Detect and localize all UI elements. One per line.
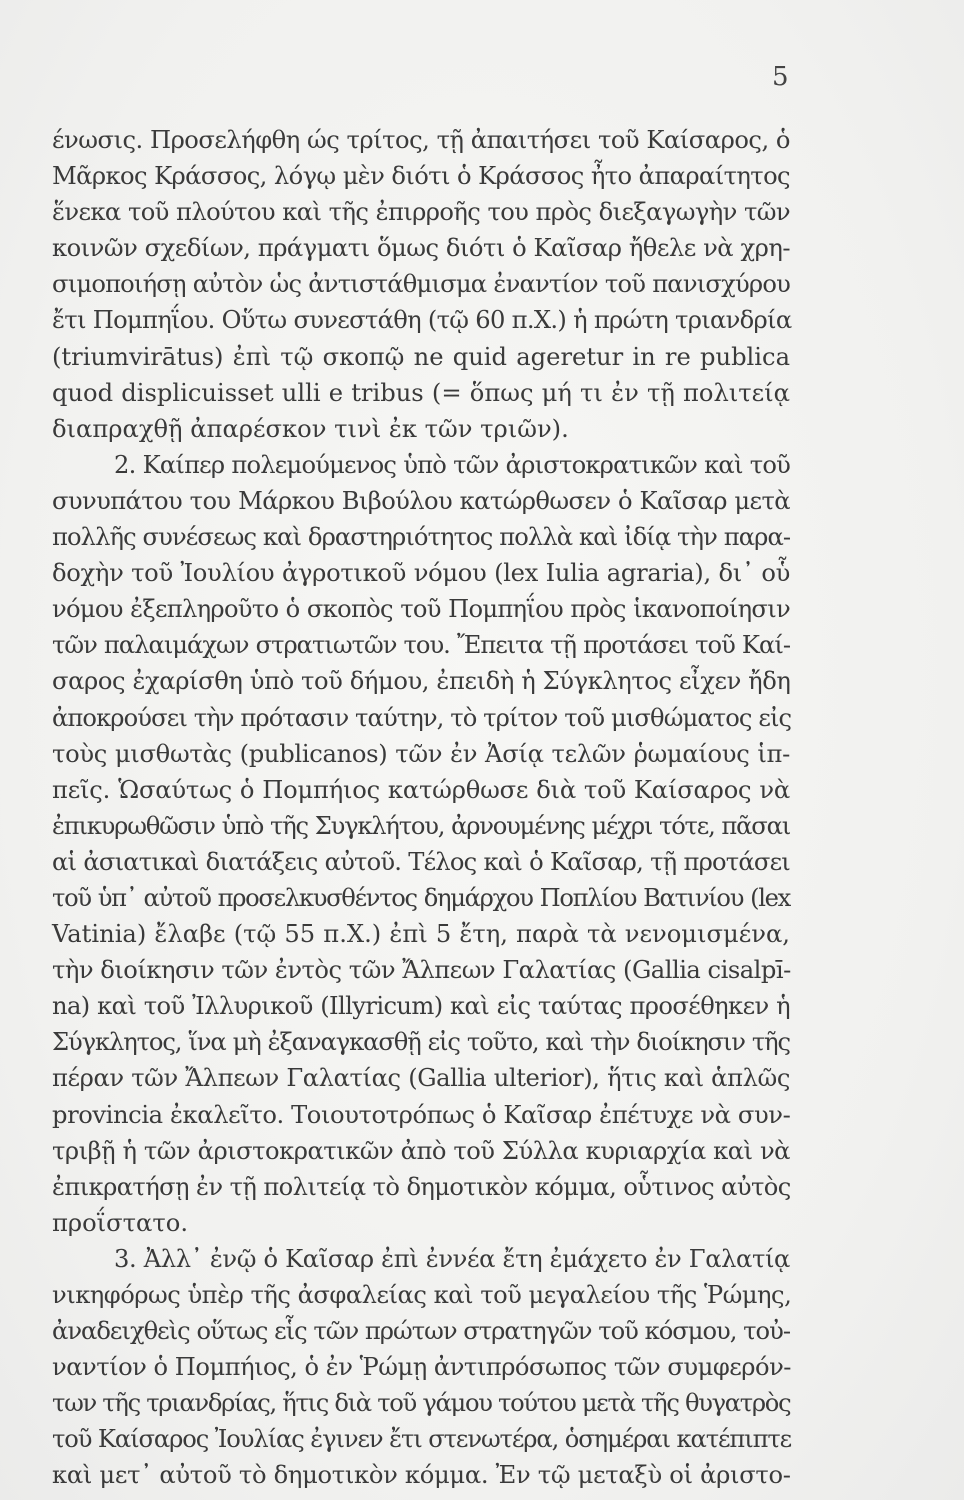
text-line: κοινῶν σχεδίων, πράγματι ὅμως διότι ὁ Καῖσαρ ἤθελε νὰ χρη- bbox=[52, 234, 790, 263]
text-line: (triumvirātus) ἐπὶ τῷ σκοπῷ ne quid ageretur in re publica bbox=[52, 342, 790, 371]
text-line: καὶ μετ᾿ αὐτοῦ τὸ δημοτικὸν κόμμα. Ἐν τῷ μεταξὺ οἱ ἀριστο- bbox=[52, 1461, 791, 1490]
text-line: ναντίον ὁ Πομπήιος, ὁ ἐν Ῥώμῃ ἀντιπρόσωπος τῶν συμφερόν- bbox=[52, 1353, 791, 1382]
text-line: 3. Ἀλλ᾿ ἐνῷ ὁ Καῖσαρ ἐπὶ ἐννέα ἔτη ἐμάχετο ἐν Γαλατίᾳ bbox=[114, 1244, 790, 1273]
text-line: τριβῇ ἡ τῶν ἀριστοκρατικῶν ἀπὸ τοῦ Σύλλα κυριαρχία καὶ νὰ bbox=[52, 1136, 790, 1165]
text-line: ἀποκρούσει τὴν πρότασιν ταύτην, τὸ τρίτον τοῦ μισθώματος εἰς bbox=[52, 703, 792, 732]
text-line: Σύγκλητος, ἵνα μὴ ἐξαναγκασθῇ εἰς τοῦτο, καὶ τὴν διοίκησιν τῆς bbox=[52, 1028, 790, 1057]
page-number: 5 bbox=[772, 62, 789, 92]
text-line: τοῦ Καίσαρος Ἰουλίας ἐγινεν ἔτι στενωτέρα, ὁσημέραι κατέπιπτε bbox=[52, 1425, 792, 1454]
text-line: na) καὶ τοῦ Ἰλλυρικοῦ (Illyricum) καὶ εἰς ταύτας προσέθηκεν ἡ bbox=[52, 992, 790, 1021]
text-line: τοὺς μισθωτὰς (publicanos) τῶν ἐν Ἀσίᾳ τελῶν ῥωμαίους ἱπ- bbox=[52, 739, 790, 768]
text-line: ἐπικρατήσῃ ἐν τῇ πολιτείᾳ τὸ δημοτικὸν κόμμα, οὗτινος αὐτὸς bbox=[52, 1172, 791, 1201]
text-line: ἕνεκα τοῦ πλούτου καὶ τῆς ἐπιρροῆς του πρὸς διεξαγωγὴν τῶν bbox=[52, 198, 790, 227]
text-line: ἔτι Πομπηΐου. Οὕτω συνεστάθη (τῷ 60 π.Χ.) ἡ πρώτη τριανδρία bbox=[52, 306, 792, 335]
text-line: provincia ἐκαλεῖτο. Τοιουτοτρόπως ὁ Καῖσαρ ἐπέτυχε νὰ συν- bbox=[52, 1100, 791, 1129]
text-line: τοῦ ὑπ᾿ αὐτοῦ προσελκυσθέντος δημάρχου Ποπλίου Βατινίου (lex bbox=[52, 883, 790, 912]
body-text bbox=[52, 122, 790, 1494]
text-line: τὴν διοίκησιν τῶν ἐντὸς τῶν Ἄλπεων Γαλατίας (Gallia cisalpī- bbox=[52, 956, 791, 985]
text-line: νόμου ἐξεπληροῦτο ὁ σκοπὸς τοῦ Πομπηΐου πρὸς ἱκανοποίησιν bbox=[52, 595, 790, 624]
text-line: των τῆς τριανδρίας, ἥτις διὰ τοῦ γάμου τούτου μετὰ τῆς θυγατρὸς bbox=[52, 1389, 791, 1418]
text-line: αἱ ἀσιατικαὶ διατάξεις αὐτοῦ. Τέλος καὶ ὁ Καῖσαρ, τῇ προτάσει bbox=[52, 847, 790, 876]
text-line: δοχὴν τοῦ Ἰουλίου ἀγροτικοῦ νόμου (lex Iulia agraria), δι᾿ οὗ bbox=[52, 559, 790, 588]
text-line: πολλῆς συνέσεως καὶ δραστηριότητος πολλὰ καὶ ἰδίᾳ τὴν παρα- bbox=[52, 523, 791, 552]
text-line: Vatinia) ἔλαβε (τῷ 55 π.Χ.) ἐπὶ 5 ἔτη, παρὰ τὰ νενομισμένα, bbox=[52, 920, 790, 949]
text-line: quod displicuisset ulli e tribus (= ὅπως μή τι ἐν τῇ πολιτείᾳ bbox=[52, 378, 790, 407]
text-line: ἐπικυρωθῶσιν ὑπὸ τῆς Συγκλήτου, ἀρνουμένης μέχρι τότε, πᾶσαι bbox=[52, 811, 790, 840]
text-line: πεῖς. Ὡσαύτως ὁ Πομπήιος κατώρθωσε διὰ τοῦ Καίσαρος νὰ bbox=[52, 775, 790, 804]
text-line: ένωσις. Προσελήφθη ώς τρίτος, τῇ ἀπαιτήσει τοῦ Καίσαρος, ὁ bbox=[52, 126, 790, 154]
text-line: συνυπάτου του Μάρκου Βιβούλου κατώρθωσεν ὁ Καῖσαρ μετὰ bbox=[52, 486, 790, 515]
text-line: διαπραχθῇ ἀπαρέσκον τινὶ ἐκ τῶν τριῶν). bbox=[52, 414, 569, 443]
text-line: ἀναδειχθεὶς οὕτως εἷς τῶν πρώτων στρατηγῶν τοῦ κόσμου, τοὐ- bbox=[52, 1317, 790, 1346]
text-line: νικηφόρως ὑπὲρ τῆς ἀσφαλείας καὶ τοῦ μεγαλείου τῆς Ῥώμης, bbox=[52, 1281, 792, 1309]
text-line: 2. Καίπερ πολεμούμενος ὑπὸ τῶν ἀριστοκρατικῶν καὶ τοῦ bbox=[114, 450, 790, 479]
text-line: τῶν παλαιμάχων στρατιωτῶν του. Ἔπειτα τῇ προτάσει τοῦ Καί- bbox=[52, 631, 790, 660]
text-line: σαρος ἐχαρίσθη ὑπὸ τοῦ δήμου, ἐπειδὴ ἡ Σύγκλητος εἶχεν ἤδη bbox=[52, 667, 791, 696]
text-line: πέραν τῶν Ἄλπεων Γαλατίας (Gallia ulterior), ἥτις καὶ ἁπλῶς bbox=[52, 1064, 790, 1093]
text-line: προΐστατο. bbox=[52, 1208, 189, 1237]
text-line: σιμοποιήσῃ αὐτὸν ὡς ἀντιστάθμισμα ἐναντίον τοῦ πανισχύρου bbox=[52, 270, 790, 299]
text-line: Μᾶρκος Κράσσος, λόγῳ μὲν διότι ὁ Κράσσος ἦτο ἀπαραίτητος bbox=[52, 162, 790, 191]
